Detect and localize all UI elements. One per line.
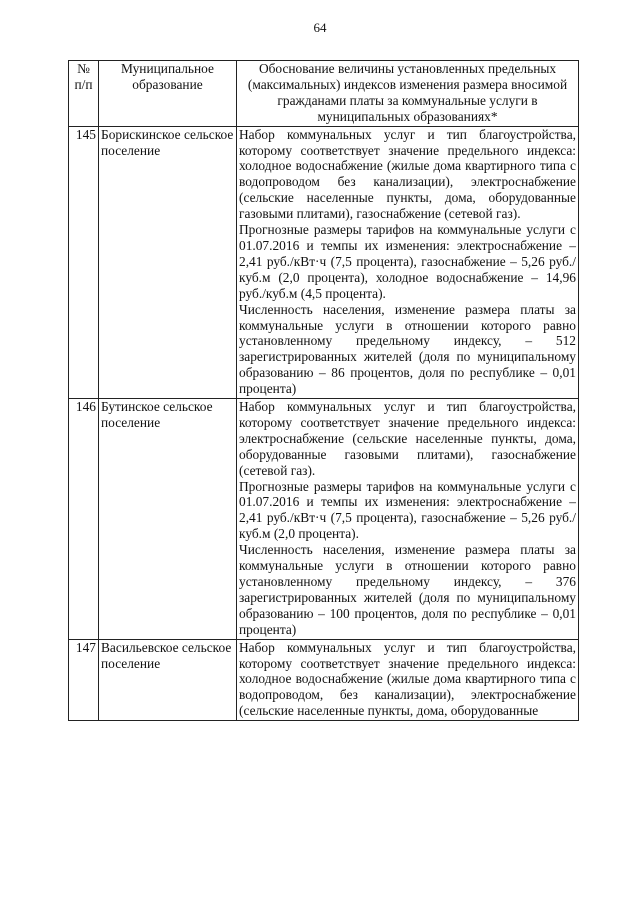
row-basis	[237, 126, 579, 398]
basis-paragraph: Прогнозные размеры тарифов на коммунальные услуги с 01.07.2016 и темпы их изменения: электроснабжение – 2,41 руб./кВт·ч (7,5 процента), газоснабжение – 5,26 руб./куб.м (2,0 процента).	[239, 478, 576, 542]
header-municipality: Муниципальное образование	[99, 61, 237, 127]
header-basis: Обоснование величины установленных предельных (максимальных) индексов изменения размера вносимой гражданами платы за коммунальные услуги в муниципальных образованиях*	[237, 61, 579, 127]
row-municipality: Бутинское сельское поселение	[99, 399, 237, 640]
table-row	[69, 126, 579, 398]
basis-paragraph: Численность населения, изменение размера платы за коммунальные услуги в отношении которого равно установленному предельному индексу, – 376 зарегистрированных жителей (доля по муниципальному образованию – 100 процентов, доля по республике – 0,01 процента)	[239, 542, 576, 637]
basis-paragraph: Набор коммунальных услуг и тип благоустройства, которому соответствует значение предельного индекса: холодное водоснабжение (жилые дома квартирного типа с водопроводом, без канализации), электроснабжение (сельские населенные пункты, дома, оборудованные	[239, 639, 576, 719]
row-number: 147	[69, 639, 99, 721]
table-header-row	[69, 61, 579, 127]
tariff-index-table	[68, 60, 579, 721]
row-municipality: Борискинское сельское поселение	[99, 126, 237, 398]
basis-paragraph: Прогнозные размеры тарифов на коммунальные услуги с 01.07.2016 и темпы их изменения: электроснабжение – 2,41 руб./кВт·ч (7,5 процента), газоснабжение – 5,26 руб./куб.м (2,0 процента), холодное водоснабжение – 14,96 руб./куб.м (4,5 процента).	[239, 222, 576, 301]
table-row	[69, 399, 579, 640]
row-number: 145	[69, 126, 99, 398]
basis-paragraph: Набор коммунальных услуг и тип благоустройства, которому соответствует значение предельного индекса: электроснабжение (сельские населенные пункты, дома, оборудованные газовыми плитами), газоснабжение (сетевой газ).	[239, 399, 576, 478]
row-basis	[237, 399, 579, 640]
header-number: № п/п	[69, 61, 99, 127]
page-number: 64	[313, 20, 327, 35]
row-basis	[237, 639, 579, 721]
table-row	[69, 639, 579, 721]
row-municipality: Васильевское сельское поселение	[99, 639, 237, 721]
basis-paragraph: Численность населения, изменение размера платы за коммунальные услуги в отношении которого равно установленному предельному индексу, – 512 зарегистрированных жителей (доля по муниципальному образованию – 86 процентов, доля по республике – 0,01 процента)	[239, 301, 576, 397]
row-number: 146	[69, 399, 99, 640]
basis-paragraph: Набор коммунальных услуг и тип благоустройства, которому соответствует значение предельного индекса: холодное водоснабжение (жилые дома квартирного типа с водопроводом без канализации), электроснабжение (сельские населенные пункты, дома, оборудованные газовыми плитами), газоснабжение (сетевой газ).	[239, 126, 576, 222]
